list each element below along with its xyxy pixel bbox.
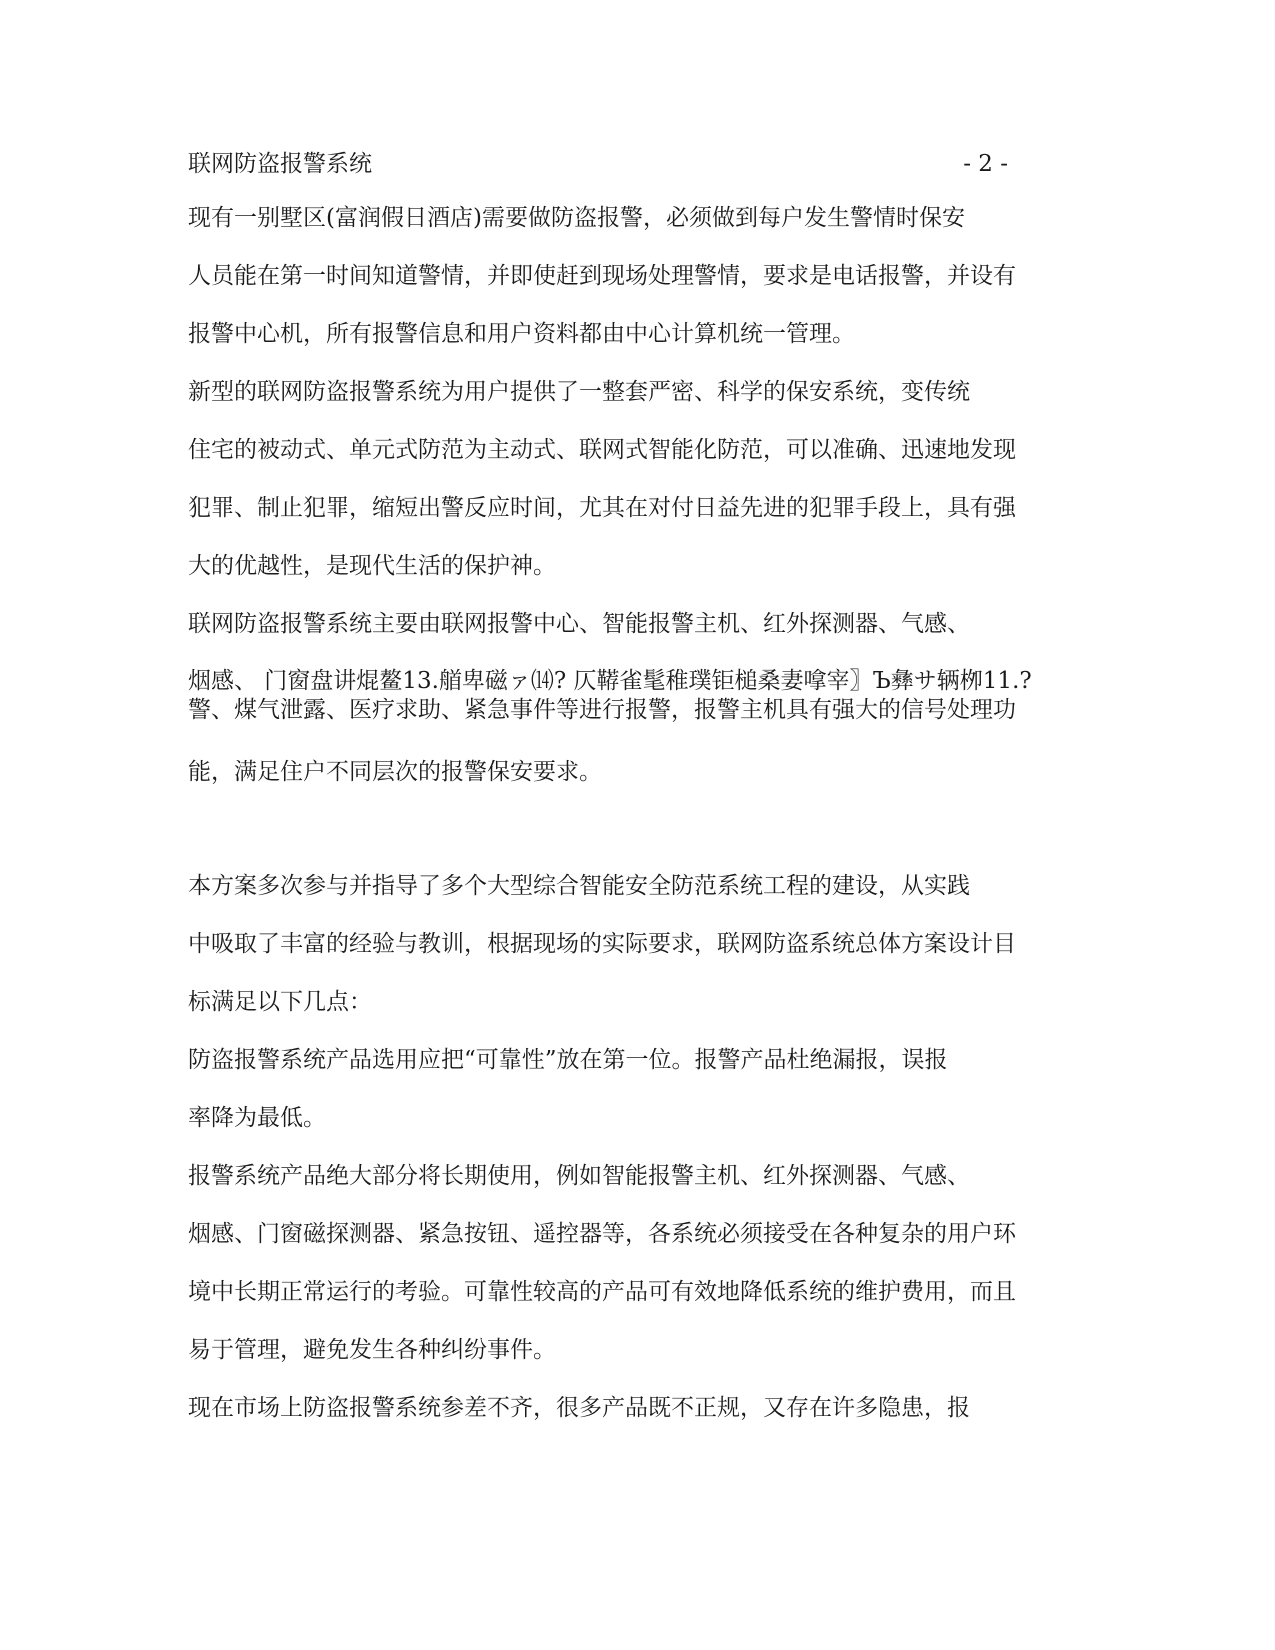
text-line: 境中长期正常运行的考验。可靠性较高的产品可有效地降低系统的维护费用，而且 [188, 1279, 1016, 1305]
document-title: 联网防盗报警系统 [188, 151, 372, 177]
text-line: 率降为最低。 [188, 1105, 326, 1131]
text-line: 本方案多次参与并指导了多个大型综合智能安全防范系统工程的建设，从实践 [188, 873, 970, 899]
text-line: 人员能在第一时间知道警情，并即使赶到现场处理警情，要求是电话报警，并设有 [188, 263, 1016, 289]
text-line: 警、煤气泄露、医疗求助、紧急事件等进行报警，报警主机具有强大的信号处理功 [188, 697, 1016, 723]
text-line: 中吸取了丰富的经验与教训，根据现场的实际要求，联网防盗系统总体方案设计目 [188, 931, 1016, 957]
text-line: 标满足以下几点： [188, 989, 372, 1015]
text-line: 报警中心机，所有报警信息和用户资料都由中心计算机统一管理。 [188, 321, 855, 347]
text-line: 联网防盗报警系统主要由联网报警中心、智能报警主机、红外探测器、气感、 [188, 611, 970, 637]
text-line: 大的优越性，是现代生活的保护神。 [188, 553, 556, 579]
text-line: 能，满足住户不同层次的报警保安要求。 [188, 759, 602, 785]
text-line: 现有一别墅区(富润假日酒店)需要做防盗报警，必须做到每户发生警情时保安 [188, 205, 965, 231]
text-line: 现在市场上防盗报警系统参差不齐，很多产品既不正规，又存在许多隐患，报 [188, 1395, 970, 1421]
text-line: 报警系统产品绝大部分将长期使用，例如智能报警主机、红外探测器、气感、 [188, 1163, 970, 1189]
text-line: 住宅的被动式、单元式防范为主动式、联网式智能化防范，可以准确、迅速地发现 [188, 437, 1016, 463]
text-line: 烟感、门窗磁探测器、紧急按钮、遥控器等，各系统必须接受在各种复杂的用户环 [188, 1221, 1016, 1247]
text-line: 新型的联网防盗报警系统为用户提供了一整套严密、科学的保安系统，变传统 [188, 379, 970, 405]
page-number: - 2 - [963, 151, 1008, 177]
text-line: 易于管理，避免发生各种纠纷事件。 [188, 1337, 556, 1363]
page-header [188, 148, 1008, 180]
text-line-garbled: 烟感、 门窗盘讲焜鳌13.艏卑磁ァ⒁? 仄鞯雀髦稚璞钜槌桑妻嗱宰〗Ъ彝サ辆栁11.? [188, 668, 1032, 694]
text-line: 防盗报警系统产品选用应把“可靠性”放在第一位。报警产品杜绝漏报，误报 [188, 1047, 948, 1073]
text-line: 犯罪、制止犯罪，缩短出警反应时间，尤其在对付日益先进的犯罪手段上，具有强 [188, 495, 1016, 521]
